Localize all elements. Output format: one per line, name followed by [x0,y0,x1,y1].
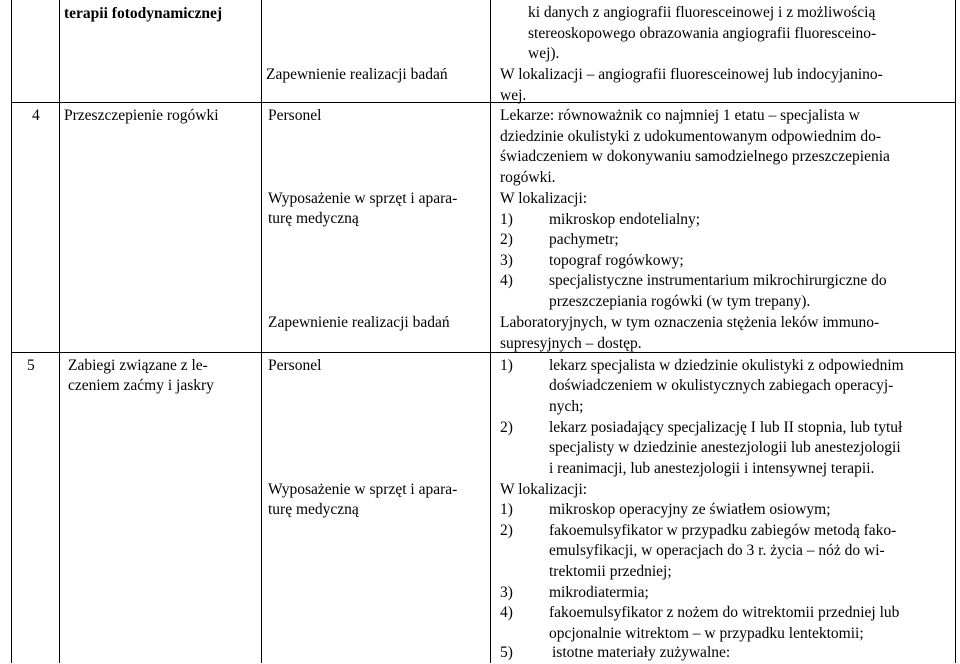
list-item-text: nych; [549,398,584,415]
list-item-text: specjalisty w dziedzinie anestezjologii lub anestezjologii [549,439,901,456]
list-item-text: i reanimacji, lub anestezjologii i intensywnej terapii. [549,460,875,477]
list-item-text: istotne materiały zużywalne: [552,644,731,661]
list-item-number: 1) [500,357,513,374]
list-item-number: 3) [500,584,513,601]
row-top-realizacja-label: Zapewnienie realizacji badań [266,66,448,83]
row4-realizacja-line: Laboratoryjnych, w tym oznaczenia stężenia leków immuno- [500,314,880,331]
row4-number: 4 [32,107,40,124]
list-item-text: mikroskop operacyjny ze światłem osiowym; [549,501,831,518]
row5-personel-label: Personel [268,357,322,374]
row5-equipment-intro: W lokalizacji: [500,481,588,498]
list-item-text: mikrodiatermia; [549,584,649,601]
row-separator-4 [11,102,956,103]
list-item-number: 2) [500,231,513,248]
list-item-text: lekarz specjalista w dziedzinie okulistyki z odpowiednim [549,357,904,374]
table-border-right [955,0,956,663]
list-item-text: mikroskop endotelialny; [549,211,701,228]
row4-personel-label: Personel [268,107,322,124]
list-item-text: specjalistyczne instrumentarium mikrochirurgiczne do [549,272,887,289]
row5-number: 5 [27,357,35,374]
row4-realizacja-label: Zapewnienie realizacji badań [268,314,450,331]
row5-equipment-label: Wyposażenie w sprzęt i apara- [268,481,458,498]
table-divider-1 [59,0,60,663]
row-top-realizacja-line: W lokalizacji – angiografii fluoresceinowej lub indocyjanino- [500,66,883,83]
table-border-left [11,0,12,663]
list-item-text: fakoemulsyfikator w przypadku zabiegów metodą fako- [549,522,897,539]
row4-title: Przeszczepienie rogówki [64,107,219,124]
table-divider-3 [490,0,491,663]
list-item-text: emulsyfikacji, w operacjach do 3 r. życia – nóż do wi- [549,542,885,559]
list-item-number: 2) [500,419,513,436]
row5-equipment-label: turę medyczną [268,501,359,518]
list-item-number: 4) [500,272,513,289]
list-item-text: doświadczeniem w okulistycznych zabiegach operacyj- [549,377,894,394]
list-item-number: 1) [500,501,513,518]
list-item-text: przeszczepiania rogówki (w tym trepany). [549,293,811,310]
row5-title-line: czeniem zaćmy i jaskry [68,377,214,394]
list-item-text: trektomii przedniej; [549,563,672,580]
list-item-number: 4) [500,604,513,621]
list-item-number: 1) [500,211,513,228]
row4-equipment-intro: W lokalizacji: [500,190,588,207]
list-item-text: lekarz posiadający specjalizację I lub II stopnia, lub tytuł [549,419,903,436]
table-divider-2 [261,0,262,663]
row-top-title: terapii fotodynamicznej [64,5,222,22]
row4-personel-line: dziedzinie okulistyki z udokumentowanym odpowiednim do- [500,128,881,145]
row4-realizacja-line: supresyjnych – dostęp. [500,335,642,352]
list-item-number: 2) [500,522,513,539]
row4-personel-line: świadczeniem w dokonywaniu samodzielnego przeszczepienia [500,148,890,165]
list-item-text: topograf rogówkowy; [549,252,684,269]
row4-personel-line: Lekarze: równoważnik co najmniej 1 etatu – specjalista w [500,107,860,124]
row-top-realizacja-line: wej. [500,87,527,104]
list-item-text: fakoemulsyfikator z nożem do witrektomii przedniej lub [549,604,900,621]
list-item-number: 5) [500,644,513,661]
list-item-number: 3) [500,252,513,269]
row4-personel-line: rogówki. [500,169,556,186]
row4-equipment-label: Wyposażenie w sprzęt i apara- [268,190,458,207]
row5-title-line: Zabiegi związane z le- [68,357,208,374]
list-item-text: opcjonalnie witrektom – w przypadku lentektomii; [549,625,864,642]
list-item-text: pachymetr; [549,231,619,248]
row-top-content-line: ki danych z angiografii fluoresceinowej i z możliwością [528,4,876,21]
row-separator-5 [11,352,956,353]
row-top-content-line: stereoskopowego obrazowania angiografii fluoresceino- [528,25,877,42]
row4-equipment-label: turę medyczną [268,210,359,227]
row-top-content-line: wej). [528,45,560,62]
